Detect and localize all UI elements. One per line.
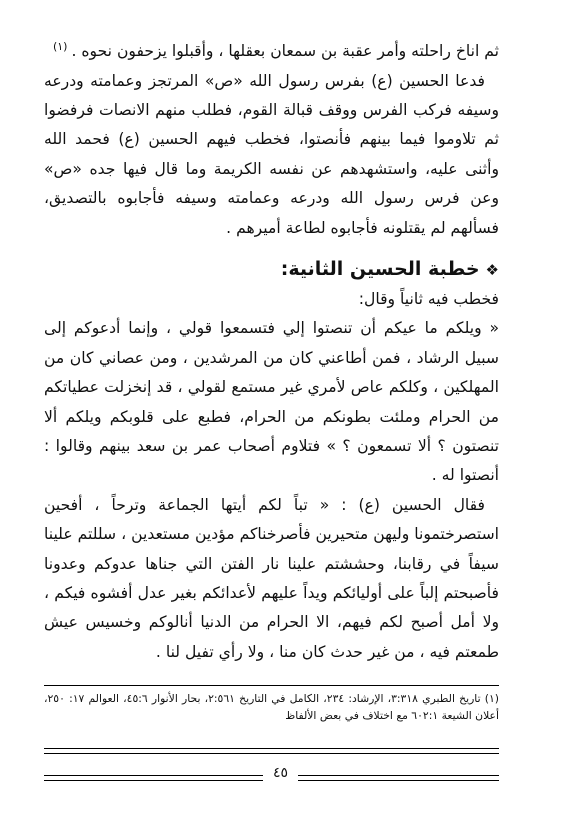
footer-rule-line bbox=[44, 753, 499, 754]
diamond-bullet-icon: ❖ bbox=[485, 261, 499, 279]
paragraph-1-text: ثم اناخ راحلته وأمر عقبة بن سمعان بعقلها ، وأقبلوا يزحفون نحوه . bbox=[71, 42, 499, 61]
section-heading-text: خطبة الحسين الثانية: bbox=[280, 258, 480, 280]
page-number-text: ٤٥ bbox=[263, 765, 298, 781]
footnote-separator bbox=[44, 685, 499, 686]
main-text-block bbox=[44, 32, 499, 243]
paragraph-1 bbox=[44, 32, 499, 67]
paragraph-2: فدعا الحسين (ع) بفرس رسول الله «ص» المرتجز وعمامته ودرعه وسيفه فركب الفرس ووقف قبالة القوم، فطلب منهم الانصات فرفضوا ثم تلاوموا فيما بينهم فأنصتوا، فخطب فيهم الحسين (ع) فحمد الله وأثنى عليه، واستشهدهم عن نفسه الكريمة وما قال فيها جده «ص» وعن فرس رسول الله ودرعه وعمامته وسيفه فأجابوه بالتصديق، فسألهم لم يقتلونه فأجابوه لطاعة أميرهم . bbox=[44, 71, 499, 237]
footnote-marker[interactable]: (١) bbox=[52, 40, 68, 53]
footer-rule-line bbox=[44, 748, 499, 749]
footnote: (١) تاريخ الطبري ٣:٣١٨، الإرشاد: ٢٣٤، الكامل في التاريخ ٢:٥٦١، بحار الأنوار ٤٥:٦، العوالم ١٧: ٢٥٠، أعلان الشيعة ٦٠٢:١ مع اختلاف في بعض الألفاظ bbox=[44, 692, 499, 722]
footer-double-rule bbox=[44, 748, 499, 758]
section-heading bbox=[281, 256, 499, 283]
page-number bbox=[0, 765, 561, 781]
paragraph-intro: فخطب فيه ثانياً وقال: bbox=[358, 290, 499, 308]
second-text-block bbox=[44, 285, 499, 667]
paragraph-quote-2: فقال الحسين (ع) : « تباً لكم أيتها الجماعة وترحاً ، أفحين استصرختمونا وليهن متحيرين فأصرخناكم مؤدين مستعدين ، سللتم علينا سيفاً في رقابنا، وحششتم علينا نار الفتن التي جناها عدوكم وعدونا فأصبحتم إلباً على أوليائكم ويداً عليهم لأعدائكم بغير عدل أفشوه فيكم ، ولا أمل أصبح لكم فيهم، الا الحرام من الدنيا أنالوكم وخسيس عيش طمعتم فيه ، من غير حدث كان منا ، ولا رأي تفيل لنا . bbox=[44, 495, 499, 661]
paragraph-quote-1: « ويلكم ما عيكم أن تنصتوا إلي فتسمعوا قولي ، وإنما أدعوكم إلى سبيل الرشاد ، فمن أطاعني كان من المرشدين ، ومن عصاني كان من المهلكين ، وكلكم عاص لأمري غير مستمع لقولي ، قد إنخزلت عطياتكم من الحرام وملئت بطونكم من الحرام، فطبع على قلوبكم ويلكم ألا تنصتون ؟ ألا تسمعون ؟ » فتلاوم أصحاب عمر بن سعد بينهم وقالوا : أنصتوا له . bbox=[44, 319, 499, 485]
